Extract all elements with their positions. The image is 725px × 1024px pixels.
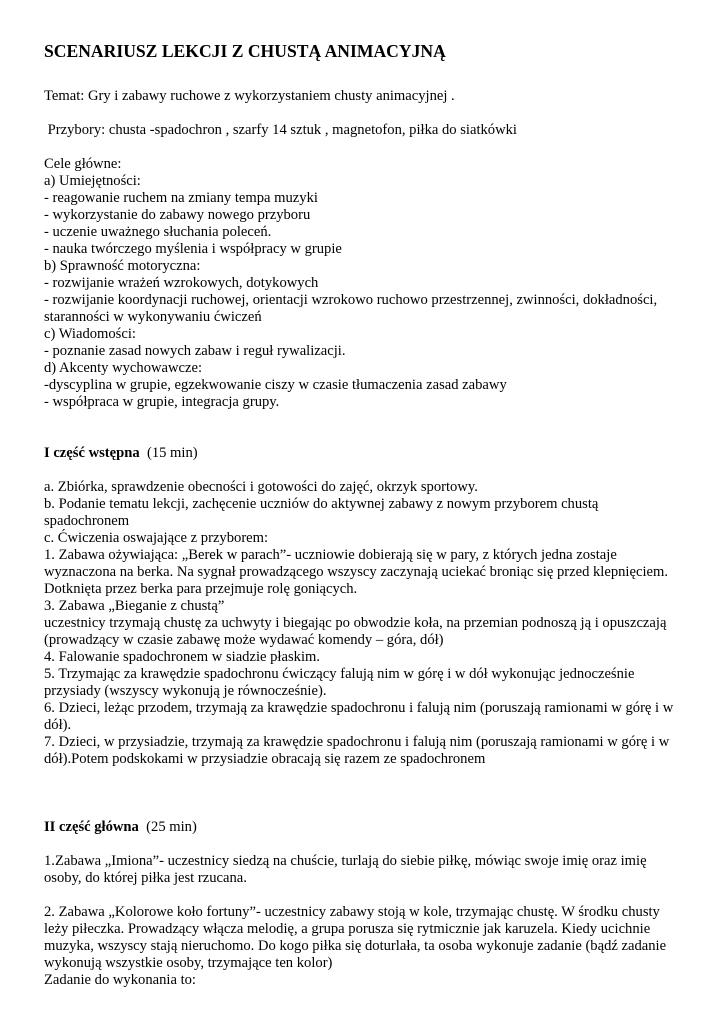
part1-line: przysiady (wszyscy wykonują je równocześnie). (44, 683, 327, 699)
goals-line: -dyscyplina w grupie, egzekwowanie ciszy w czasie tłumaczenia zasad zabawy (44, 377, 507, 393)
goals-line: b) Sprawność motoryczna: (44, 258, 201, 274)
goals-line: a) Umiejętności: (44, 173, 141, 189)
goals-line: - rozwijanie wrażeń wzrokowych, dotykowych (44, 275, 319, 291)
part1-section (44, 479, 694, 768)
part1-title: I część wstępna (44, 445, 140, 461)
part1-line: (prowadzący w czasie zabawę może wydawać komendy – góra, dół) (44, 632, 444, 648)
part1-line: c. Ćwiczenia oswajające z przyborem: (44, 530, 269, 546)
document-page (44, 40, 694, 989)
goals-line: d) Akcenty wychowawcze: (44, 360, 203, 376)
goals-line: - poznanie zasad nowych zabaw i reguł rywalizacji. (44, 343, 346, 359)
part1-line: dół). (44, 717, 72, 733)
goals-heading: Cele główne: (44, 156, 122, 172)
part2-title: II część główna (44, 819, 139, 835)
part2-line: 2. Zabawa „Kolorowe koło fortuny”- uczestnicy zabawy stoją w kole, trzymając chustę. W środku chusty (44, 904, 660, 920)
part1-line: 5. Trzymając za krawędzie spadochronu ćwiczący falują nim w górę i w dół wykonując jednocześnie (44, 666, 635, 682)
part2-heading (44, 819, 694, 836)
document-title: SCENARIUSZ LEKCJI Z CHUSTĄ ANIMACYJNĄ (44, 41, 446, 61)
part2-paragraph-1 (44, 853, 694, 887)
part2-line: 1.Zabawa „Imiona”- uczestnicy siedzą na chuście, turlają do siebie piłkę, mówiąc swoje imię oraz imię (44, 853, 647, 869)
goals-line: - wykorzystanie do zabawy nowego przyboru (44, 207, 311, 223)
part1-line: a. Zbiórka, sprawdzenie obecności i gotowości do zajęć, okrzyk sportowy. (44, 479, 478, 495)
part1-line: dół).Potem podskokami w przysiadzie obracają się razem ze spadochronem (44, 751, 486, 767)
part1-line: Dotknięta przez berka para przejmuje rolę goniących. (44, 581, 358, 597)
part2-line: wykonują wszystkie osoby, trzymające ten kolor) (44, 955, 333, 971)
part2-duration: (25 min) (138, 819, 197, 835)
goals-line: - uczenie uważnego słuchania poleceń. (44, 224, 272, 240)
goals-line: - nauka twórczego myślenia i współpracy w grupie (44, 241, 342, 257)
part1-line: 1. Zabawa ożywiająca: „Berek w parach”- uczniowie dobierają się w pary, z których jedna zostaje (44, 547, 617, 563)
lesson-topic: Temat: Gry i zabawy ruchowe z wykorzystaniem chusty animacyjnej . (44, 88, 455, 104)
part2-line: muzyka, wszyscy stają nieruchomo. Do kogo piłka się doturlała, ta osoba wykonuje zadanie (bądź zadanie (44, 938, 667, 954)
part1-line: 6. Dzieci, leżąc przodem, trzymają za krawędzie spadochronu i falują nim (poruszają ramionami w górę i w (44, 700, 674, 716)
part2-paragraph-2 (44, 904, 694, 989)
part2-line: osoby, do której piłka jest rzucana. (44, 870, 247, 886)
part1-line: b. Podanie tematu lekcji, zachęcenie uczniów do aktywnej zabawy z nowym przyborem chustą (44, 496, 599, 512)
part2-line: Zadanie do wykonania to: (44, 972, 196, 988)
part1-duration: (15 min) (139, 445, 198, 461)
goals-section (44, 156, 694, 411)
goals-line: staranności w wykonywaniu ćwiczeń (44, 309, 262, 325)
goals-line: - reagowanie ruchem na zmiany tempa muzyki (44, 190, 318, 206)
part1-line: wyznaczona na berka. Na sygnał prowadzącego wszyscy zaczynają uciekać broniąc się przed klepnięciem. (44, 564, 668, 580)
part1-line: spadochronem (44, 513, 130, 529)
part1-line: 3. Zabawa „Bieganie z chustą” (44, 598, 225, 614)
part1-line: uczestnicy trzymają chustę za uchwyty i biegając po obwodzie koła, na przemian podnoszą ją i opuszczają (44, 615, 667, 631)
goals-line: - współpraca w grupie, integracja grupy. (44, 394, 280, 410)
lesson-equipment: Przybory: chusta -spadochron , szarfy 14 sztuk , magnetofon, piłka do siatkówki (44, 122, 517, 138)
part1-line: 7. Dzieci, w przysiadzie, trzymają za krawędzie spadochronu i falują nim (poruszają ramionami w górę i w (44, 734, 670, 750)
part1-line: 4. Falowanie spadochronem w siadzie płaskim. (44, 649, 320, 665)
part2-line: leży piłeczka. Prowadzący włącza melodię, a grupa porusza się rytmicznie jak karuzela. Kiedy ucichnie (44, 921, 651, 937)
goals-line: - rozwijanie koordynacji ruchowej, orientacji wzrokowo ruchowo przestrzennej, zwinności, dokładności, (44, 292, 658, 308)
part1-heading (44, 445, 694, 462)
goals-line: c) Wiadomości: (44, 326, 136, 342)
